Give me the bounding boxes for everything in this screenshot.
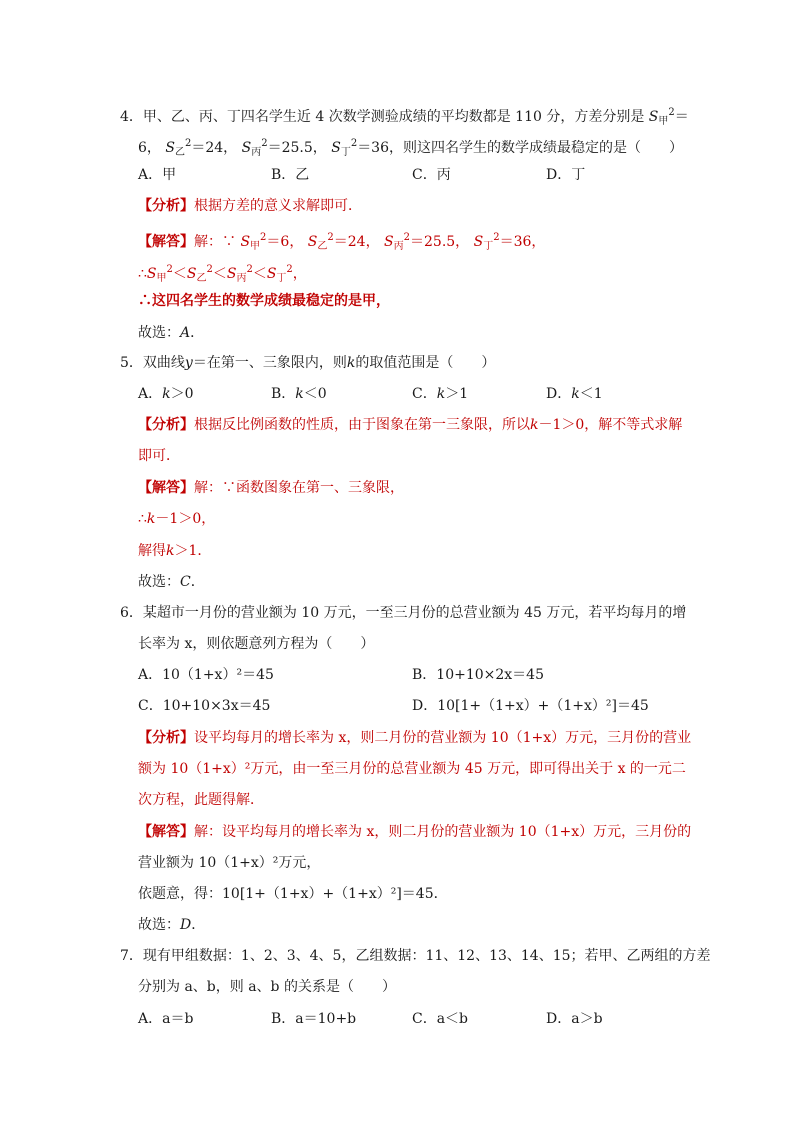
q6-stem-line2: 长率为 x，则依题意列方程为（ ） (138, 636, 375, 652)
q4-stem-line1: 4．甲、乙、丙、丁四名学生近 4 次数学测验成绩的平均数都是 110 分，方差分别是 $S_甲^2=$ (120, 107, 689, 127)
q7-option-d[interactable]: D．a＞b (546, 1011, 603, 1027)
q6-option-d[interactable]: D．10[1+（1+x）+（1+x）²]＝45 (412, 698, 649, 714)
q5-analysis-line2: 即可． (138, 448, 180, 464)
q6-solution-line3: 依题意，得：10[1+（1+x）+（1+x）²]＝45． (138, 886, 448, 902)
q4-option-d[interactable]: D．丁 (546, 167, 586, 183)
q5-answer: 故选：C． (138, 574, 205, 590)
q6-analysis-line2: 额为 10（1+x）²万元，由一至三月份的总营业额为 45 万元，即可得出关于 x 的一元二 (138, 761, 686, 777)
q5-option-c[interactable]: C．k＞1 (412, 386, 469, 402)
q4-solution-line1: 【解答】解：∵ $S_甲^2=6$， $S_乙^2=24$， $S_丙^2=25.5$， $S_丁^2=36$， (138, 232, 546, 252)
q4-options (138, 165, 698, 185)
q5-solution-line1: 【解答】解：∵函数图象在第一、三象限， (138, 480, 404, 496)
q4-solution-line2: $\therefore S_甲^2<S_乙^2<S_丙^2<S_丁^2$， (138, 264, 307, 284)
q5-options (138, 384, 698, 404)
q6-option-b[interactable]: B．10+10×2x＝45 (412, 667, 544, 683)
q6-option-a[interactable]: A．10（1+x）²＝45 (138, 667, 274, 683)
q4-option-c[interactable]: C．丙 (412, 167, 451, 183)
q6-solution-line2: 营业额为 10（1+x）²万元， (138, 855, 321, 871)
q7-option-a[interactable]: A．a＝b (138, 1011, 194, 1027)
q4-answer: 故选：A． (138, 325, 205, 341)
q6-options-row2 (138, 696, 698, 716)
q5-option-d[interactable]: D．k＜1 (546, 386, 603, 402)
q4-option-b[interactable]: B．乙 (271, 167, 310, 183)
q7-stem-line1: 7．现有甲组数据：1、2、3、4、5，乙组数据：11、12、13、14、15；若甲、乙两组的方差 (120, 948, 711, 964)
q6-option-c[interactable]: C．10+10×3x＝45 (138, 698, 271, 714)
q4-analysis: 【分析】根据方差的意义求解即可． (138, 198, 362, 214)
q5-option-b[interactable]: B．k＜0 (271, 386, 327, 402)
q4-solution-line3: ∴这四名学生的数学成绩最稳定的是甲， (138, 293, 390, 309)
q5-solution-line2: ∴k－1＞0， (138, 511, 216, 527)
q7-options (138, 1009, 698, 1029)
q6-analysis-line3: 次方程，此题得解． (138, 792, 264, 808)
q5-option-a[interactable]: A．k＞0 (138, 386, 194, 402)
q5-analysis-line1: 【分析】根据反比例函数的性质，由于图象在第一三象限，所以k－1＞0，解不等式求解 (138, 417, 683, 433)
q6-analysis-line1: 【分析】设平均每月的增长率为 x，则二月份的营业额为 10（1+x）万元，三月份的营业 (138, 730, 692, 746)
q5-stem: 5．双曲线y＝在第一、三象限内，则k的取值范围是（ ） (120, 355, 496, 371)
q7-stem-line2: 分别为 a、b，则 a、b 的关系是（ ） (138, 979, 396, 995)
q6-answer: 故选：D． (138, 917, 206, 933)
q4-stem-line2: 6， $S_乙^2=24$， $S_丙^2=25.5$， $S_丁^2=36$，则这四名学生的数学成绩最稳定的是（ ） (138, 138, 684, 158)
q7-option-c[interactable]: C．a＜b (412, 1011, 469, 1027)
q4-option-a[interactable]: A．甲 (138, 167, 177, 183)
q5-solution-line3: 解得k＞1． (138, 543, 212, 559)
q7-option-b[interactable]: B．a＝10+b (271, 1011, 357, 1027)
q6-options-row1 (138, 665, 698, 685)
q6-stem-line1: 6．某超市一月份的营业额为 10 万元，一至三月份的总营业额为 45 万元，若平均每月的增 (120, 605, 687, 621)
q6-solution-line1: 【解答】解：设平均每月的增长率为 x，则二月份的营业额为 10（1+x）万元，三月份的 (138, 824, 692, 840)
